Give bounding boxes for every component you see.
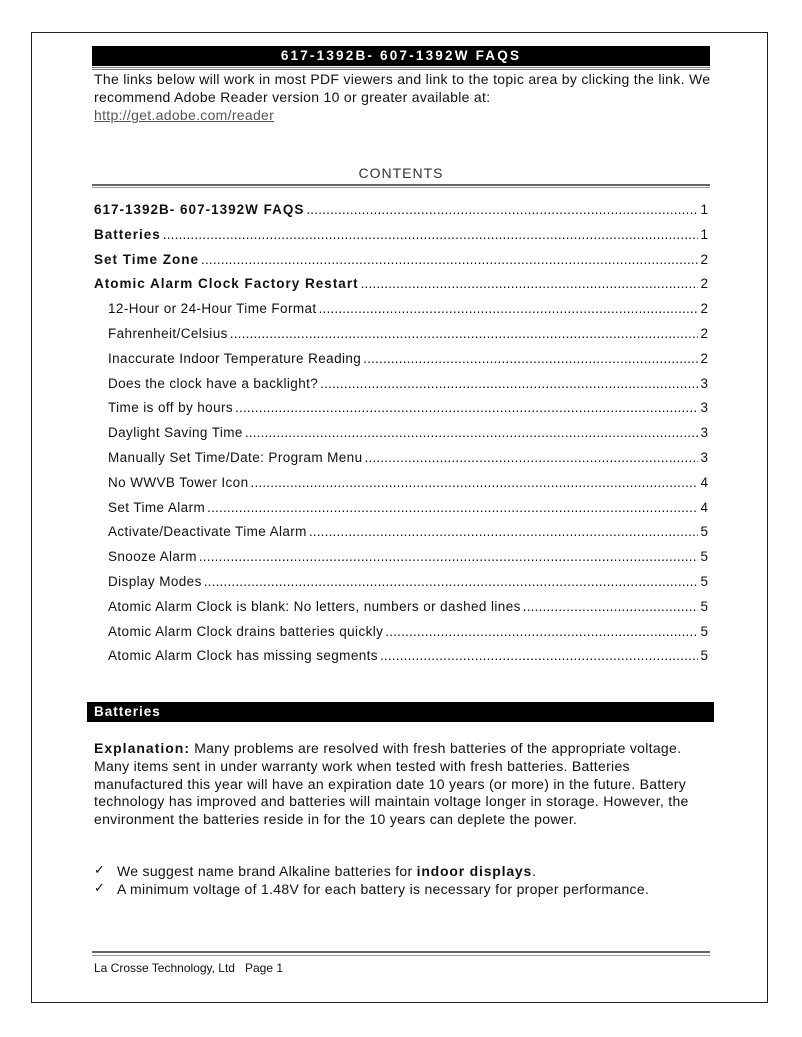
toc-item-label: No WWVB Tower Icon [108, 474, 249, 490]
toc-page-number: 4 [700, 474, 708, 490]
list-item [94, 880, 654, 898]
toc-item-factory-restart[interactable] [94, 276, 708, 301]
toc-item-program-menu[interactable] [94, 450, 708, 475]
toc-leader [363, 351, 698, 366]
toc-leader [251, 475, 699, 490]
toc-page-number: 4 [700, 499, 708, 515]
toc-item-label: Snooze Alarm [108, 549, 197, 565]
document-title: 617-1392B- 607-1392W FAQS [92, 46, 710, 66]
toc-leader [309, 524, 699, 539]
toc-leader [163, 227, 699, 242]
toc-page-number: 5 [700, 573, 708, 589]
toc-page-number: 3 [700, 425, 708, 441]
toc-page-number: 3 [700, 400, 708, 416]
batteries-explanation [94, 740, 714, 829]
toc-leader [230, 326, 699, 341]
toc-page-number: 1 [700, 202, 708, 217]
toc-leader [380, 648, 699, 663]
table-of-contents [94, 202, 708, 673]
toc-item-label: Inaccurate Indoor Temperature Reading [108, 350, 362, 366]
toc-page-number: 5 [700, 549, 708, 565]
intro-text: The links below will work in most PDF viewers and link to the topic area by clicking the link. We recommend Adobe Reader version 10 or greater available at: [94, 71, 711, 105]
battery-tips-list [94, 862, 654, 898]
footer-divider [92, 951, 710, 956]
batteries-section-heading: Batteries [87, 702, 714, 722]
toc-item-label: Daylight Saving Time [108, 425, 243, 441]
toc-page-number: 2 [700, 325, 708, 341]
toc-item-label: Activate/Deactivate Time Alarm [108, 524, 307, 540]
adobe-reader-link[interactable]: http://get.adobe.com/reader [94, 107, 275, 123]
checkmark-icon: ✓ [94, 863, 106, 878]
toc-item-set-time-zone[interactable] [94, 252, 708, 277]
toc-item-missing-segments[interactable] [94, 648, 708, 673]
toc-item-label: 12-Hour or 24-Hour Time Format [108, 301, 317, 317]
toc-leader [319, 301, 699, 316]
toc-page-number: 3 [700, 375, 708, 391]
toc-item-wwvb-tower[interactable] [94, 475, 708, 500]
explanation-label: Explanation: [94, 740, 191, 756]
toc-item-display-modes[interactable] [94, 574, 708, 599]
toc-leader [523, 599, 699, 614]
toc-leader [385, 624, 698, 639]
tip-emphasis: indoor displays [416, 863, 533, 879]
toc-item-label: Atomic Alarm Clock Factory Restart [94, 276, 359, 292]
toc-item-backlight[interactable] [94, 376, 708, 401]
tip-period: . [532, 863, 537, 879]
toc-item-time-off[interactable] [94, 400, 708, 425]
tip-text: A minimum voltage of 1.48V for each battery is necessary for proper performance. [117, 881, 650, 897]
toc-leader [306, 202, 698, 217]
toc-leader [365, 450, 699, 465]
toc-item-fahrenheit-celsius[interactable] [94, 326, 708, 351]
toc-leader [207, 500, 698, 515]
toc-page-number: 5 [700, 648, 708, 664]
toc-page-number: 2 [700, 251, 708, 267]
toc-item-label: Fahrenheit/Celsius [108, 325, 228, 341]
toc-item-snooze-alarm[interactable] [94, 549, 708, 574]
toc-item-daylight-saving[interactable] [94, 425, 708, 450]
toc-leader [204, 574, 699, 589]
toc-item-activate-alarm[interactable] [94, 524, 708, 549]
toc-item-label: Display Modes [108, 573, 202, 589]
toc-page-number: 2 [700, 301, 708, 317]
toc-item-time-format[interactable] [94, 301, 708, 326]
toc-page-number: 5 [700, 623, 708, 639]
toc-leader [201, 252, 698, 267]
toc-item-label: Manually Set Time/Date: Program Menu [108, 449, 363, 465]
toc-page-number: 5 [700, 524, 708, 540]
toc-leader [199, 549, 699, 564]
toc-item-label: Set Time Alarm [108, 499, 206, 515]
checkmark-icon: ✓ [94, 881, 106, 896]
toc-leader [361, 276, 699, 291]
page-footer: La Crosse Technology, Ltd Page 1 [94, 961, 284, 975]
contents-heading: CONTENTS [358, 165, 444, 181]
toc-item-label: Does the clock have a backlight? [108, 375, 319, 391]
toc-item-label: Set Time Zone [94, 251, 200, 267]
intro-paragraph [94, 70, 714, 124]
toc-item-faqs[interactable] [94, 202, 708, 227]
toc-item-label: Atomic Alarm Clock has missing segments [108, 648, 378, 664]
toc-item-drains-batteries[interactable] [94, 624, 708, 649]
toc-page-number: 2 [700, 350, 708, 366]
toc-item-set-time-alarm[interactable] [94, 500, 708, 525]
toc-item-label: Time is off by hours [108, 400, 234, 416]
tip-text: We suggest name brand Alkaline batteries for [117, 863, 413, 879]
toc-page-number: 1 [700, 226, 708, 242]
toc-leader [245, 425, 699, 440]
toc-page-number: 2 [700, 276, 708, 292]
toc-item-clock-blank[interactable] [94, 599, 708, 624]
toc-item-label: Atomic Alarm Clock is blank: No letters, numbers or dashed lines [108, 598, 521, 614]
explanation-text: Many problems are resolved with fresh batteries of the appropriate voltage. Many items sent in under warranty work when tested with fresh batteries. Batteries manufactured this year will have an expiration date 10 years (or more) in the future. Battery technology has improved and batteries will maintain voltage longer in storage. However, the environment the batteries reside in for the 10 years can deplete the power. [94, 740, 689, 828]
toc-item-label: 617-1392B- 607-1392W FAQS [94, 202, 305, 217]
toc-page-number: 3 [700, 449, 708, 465]
list-item [94, 862, 654, 880]
contents-divider [92, 184, 710, 188]
toc-item-label: Batteries [94, 226, 161, 242]
toc-item-indoor-temperature[interactable] [94, 351, 708, 376]
toc-item-batteries[interactable] [94, 227, 708, 252]
toc-leader [235, 400, 698, 415]
toc-leader [320, 376, 698, 391]
toc-item-label: Atomic Alarm Clock drains batteries quickly [108, 623, 384, 639]
toc-page-number: 5 [700, 598, 708, 614]
